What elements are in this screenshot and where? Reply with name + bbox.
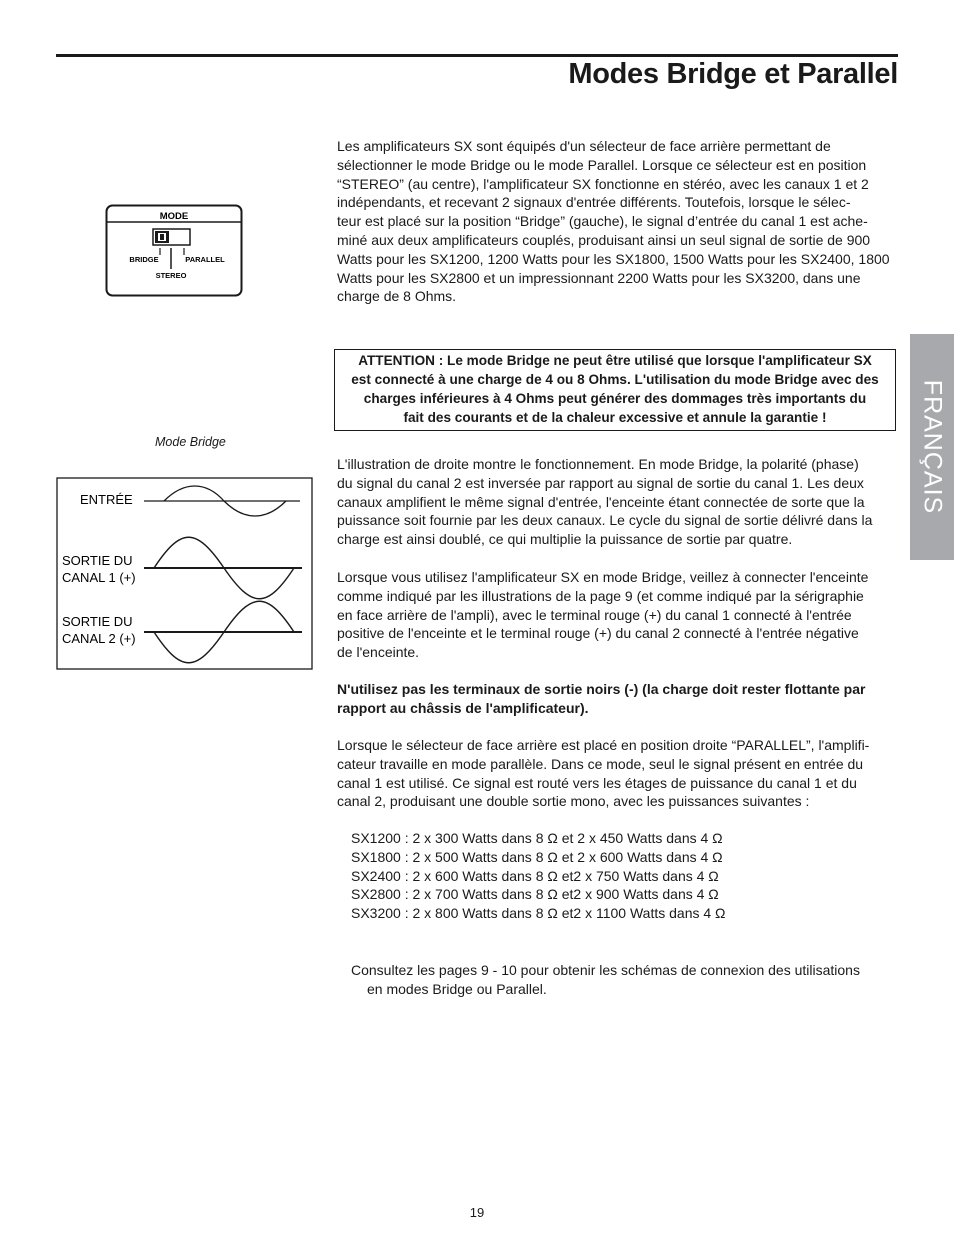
intro-line: Watts pour les SX2800 et un impressionnant 2200 Watts pour les SX3200, dans une — [337, 269, 861, 286]
output2-label-line2: CANAL 2 (+) — [62, 631, 136, 646]
switch-stereo-label: STEREO — [155, 271, 187, 280]
bold-note-line: rapport au châssis de l'amplificateur). — [337, 699, 589, 716]
intro-line: miné aux deux amplificateurs couplés, produisant ainsi un seul signal de sortie de 900 — [337, 231, 871, 248]
intro-line: “STEREO” (au centre), l'amplificateur SX fonctionne en stéréo, avec les canaux 1 et 2 — [337, 175, 869, 192]
mode-switch-diagram — [105, 204, 243, 297]
switch-parallel-label: PARALLEL — [185, 255, 225, 264]
switch-bridge-label: BRIDGE — [129, 255, 159, 264]
intro-paragraph — [337, 137, 902, 306]
illustration-line: L'illustration de droite montre le fonctionnement. En mode Bridge, la polarité (phase) — [337, 456, 859, 472]
intro-line: indépendants, et recevant 2 signaux d'entrée différents. Toutefois, lorsque le sélec- — [337, 194, 851, 211]
spec-item: SX1200 : 2 x 300 Watts dans 8 Ω et 2 x 450 Watts dans 4 Ω — [351, 830, 723, 846]
intro-line: Les amplificateurs SX sont équipés d'un sélecteur de face arrière permettant de — [337, 138, 831, 154]
parallel-line: cateur travaille en mode parallèle. Dans ce mode, seul le signal présent en entrée du — [337, 755, 864, 772]
page-number: 19 — [469, 1205, 485, 1220]
figure-caption: Mode Bridge — [155, 435, 226, 449]
switch-title: MODE — [159, 211, 189, 222]
bold-note-line: N'utilisez pas les terminaux de sortie noirs (-) (la charge doit rester flottante par — [337, 681, 866, 697]
warning-box — [334, 349, 896, 431]
parallel-paragraph — [337, 736, 902, 811]
spec-item: SX2800 : 2 x 700 Watts dans 8 Ω et2 x 900 Watts dans 4 Ω — [351, 886, 719, 903]
illustration-line: puissance soit fournie par les deux canaux. Le cycle du signal de sortie délivré dans la — [337, 512, 873, 529]
consult-note — [351, 961, 896, 999]
connection-line: de l'enceinte. — [337, 644, 420, 661]
intro-line: teur est placé sur la position “Bridge” (gauche), le signal d’entrée du canal 1 est ache- — [337, 213, 868, 230]
parallel-line: Lorsque le sélecteur de face arrière est placé en position droite “PARALLEL”, l'amplifi- — [337, 737, 870, 753]
spec-item: SX3200 : 2 x 800 Watts dans 8 Ω et2 x 1100 Watts dans 4 Ω — [351, 905, 726, 922]
language-tab-label: FRANÇAIS — [918, 379, 947, 515]
connection-line: en face arrière de l'ampli), avec le terminal rouge (+) du canal 1 connecté à l'entrée — [337, 606, 852, 623]
parallel-line: canal 2, produisant une double sortie mono, avec les puissances suivantes : — [337, 793, 810, 810]
warning-text — [347, 352, 882, 427]
page-title: Modes Bridge et Parallel — [568, 58, 898, 90]
parallel-line: canal 1 est utilisé. Ce signal est routé vers les étages de puissance du canal 1 et du — [337, 774, 857, 791]
consult-line: Consultez les pages 9 - 10 pour obtenir les schémas de connexion des utilisations — [351, 962, 860, 978]
spec-item: SX1800 : 2 x 500 Watts dans 8 Ω et 2 x 600 Watts dans 4 Ω — [351, 848, 723, 865]
output1-label-line1: SORTIE DU — [62, 553, 133, 568]
intro-line: sélectionner le mode Bridge ou le mode Parallel. Lorsque ce sélecteur est en position — [337, 156, 867, 173]
illustration-line: du signal du canal 2 est inversée par rapport au signal de sortie du canal 1. Les deux — [337, 474, 864, 491]
illustration-line: canaux amplifient le même signal d'entrée, l'enceinte étant connectée de sorte que la — [337, 493, 865, 510]
illustration-paragraph — [337, 455, 902, 549]
illustration-line: charge est ainsi doublé, ce qui multiplie la puissance de sortie par quatre. — [337, 531, 793, 548]
warning-line: fait des courants et de la chaleur excessive et annule la garantie ! — [403, 409, 827, 425]
language-tab — [910, 334, 954, 560]
connection-paragraph — [337, 568, 902, 662]
bold-note — [337, 680, 902, 718]
connection-line: Lorsque vous utilisez l'amplificateur SX en mode Bridge, veillez à connecter l'enceinte — [337, 569, 869, 585]
connection-line: positive de l'enceinte et le terminal rouge (+) du canal 2 connecté à l'entrée négative — [337, 625, 859, 642]
intro-line: Watts pour les SX1200, 1200 Watts pour les SX1800, 1500 Watts pour les SX2400, 1800 — [337, 250, 890, 267]
power-specs-list — [351, 829, 726, 923]
warning-line: est connecté à une charge de 4 ou 8 Ohms. L'utilisation du mode Bridge avec des — [351, 372, 879, 388]
consult-line: en modes Bridge ou Parallel. — [367, 980, 547, 997]
output2-label-line1: SORTIE DU — [62, 614, 133, 629]
warning-line: charges inférieures à 4 Ohms peut générer des dommages très importants du — [363, 391, 867, 406]
input-label: ENTRÉE — [80, 492, 133, 507]
top-rule — [56, 54, 898, 57]
connection-line: comme indiqué par les illustrations de la page 9 (et comme indiqué par la sérigraphie — [337, 587, 864, 604]
warning-line: ATTENTION : Le mode Bridge ne peut être utilisé que lorsque l'amplificateur SX — [358, 353, 872, 369]
output1-label-line2: CANAL 1 (+) — [62, 570, 136, 585]
spec-item: SX2400 : 2 x 600 Watts dans 8 Ω et2 x 750 Watts dans 4 Ω — [351, 867, 719, 884]
intro-line: charge de 8 Ohms. — [337, 288, 457, 305]
waveform-diagram — [56, 477, 314, 671]
